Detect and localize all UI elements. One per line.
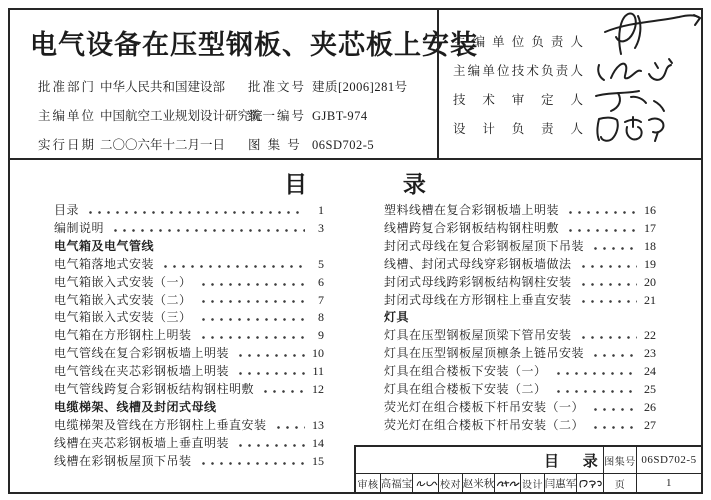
page-label: 页 [603, 473, 636, 492]
toc-leader-dots [236, 369, 305, 379]
toc-leader-dots [566, 225, 637, 235]
toc-column-right [384, 202, 656, 471]
header-section [10, 10, 701, 160]
meta-value: 06SD702-5 [312, 138, 375, 152]
toc-leader-dots [199, 297, 305, 307]
toc-entry-page: 14 [312, 435, 324, 450]
meta-label: 批准文号 [248, 80, 307, 94]
toc-entry-page: 3 [318, 220, 324, 235]
toc-leader-dots [591, 243, 637, 253]
toc-entry [384, 363, 656, 381]
toc-entry-page: 26 [644, 399, 656, 414]
toc-entry-title: 电气箱落地式安装 [54, 256, 155, 271]
approval-info-row [38, 73, 437, 102]
reviewer-signature-cell [412, 473, 438, 492]
handwritten-signature [591, 114, 673, 142]
toc-leader-dots [591, 422, 637, 432]
toc-entry-title: 电气箱及电气管线 [54, 238, 155, 253]
meta-label: 实行日期 [38, 138, 97, 152]
toc-leader-dots [591, 404, 637, 414]
toc-entry-title: 电气管线在夹芯彩钢板墙上明装 [54, 364, 230, 379]
toc-leader-dots [236, 351, 305, 361]
toc-leader-dots [199, 315, 305, 325]
toc-entry-page: 13 [312, 417, 324, 432]
toc-entry-page: 15 [312, 453, 324, 468]
toc-entry-page: 18 [644, 238, 656, 253]
handwritten-signature [591, 85, 671, 113]
reviewer-role-label: 审核 [356, 473, 380, 492]
toc-entry [54, 399, 324, 417]
table-of-contents [10, 160, 701, 492]
toc-entry-title: 塑料线槽在复合彩钢板墙上明装 [384, 203, 560, 217]
meta-label: 图 集 号 [248, 138, 302, 152]
handwritten-signature [578, 475, 603, 492]
title-block [354, 445, 703, 494]
toc-entry [384, 256, 656, 274]
handwritten-signature [496, 475, 520, 492]
toc-entry [54, 417, 324, 435]
toc-entry-page: 9 [318, 328, 324, 343]
role-label: 技术审定人 [453, 92, 583, 107]
toc-entry-page: 19 [644, 256, 656, 271]
toc-entry-title: 电气管线跨复合彩钢板结构钢柱明敷 [54, 382, 255, 397]
handwritten-signature [591, 6, 703, 60]
role-label: 设计负责人 [453, 121, 583, 136]
toc-entry [384, 238, 656, 256]
toc-entry [54, 327, 324, 345]
toc-entry [54, 202, 324, 220]
toc-entry [384, 274, 656, 292]
toc-entry-title: 线槽在彩钢板屋顶下吊装 [54, 453, 192, 468]
toc-entry-page: 22 [644, 328, 656, 343]
toc-entry [54, 363, 324, 381]
toc-leader-dots [161, 261, 305, 271]
toc-leader-dots [261, 387, 305, 397]
toc-entry [384, 220, 656, 238]
toc-entry-title: 电气管线在复合彩钢板墙上明装 [54, 346, 230, 361]
toc-entry-title: 电气箱嵌入式安装（三） [54, 310, 192, 325]
meta-value: 二〇〇六年十二月一日 [100, 138, 226, 152]
toc-entry-title: 电缆梯架、线槽及封闭式母线 [54, 399, 217, 414]
toc-entry-page: 7 [318, 292, 324, 307]
toc-leader-dots [591, 351, 637, 361]
toc-entry-title: 电气箱在方形钢柱上明装 [54, 328, 192, 343]
toc-leader-dots [236, 440, 305, 450]
chief-editor-tech-row [453, 55, 703, 84]
toc-entry [54, 292, 324, 310]
atlas-number-label: 图集号 [603, 447, 636, 473]
designer-signature-cell [576, 473, 603, 492]
toc-entry [384, 202, 656, 220]
toc-entry-title: 灯具在压型钢板屋顶檩条上链吊安装 [384, 346, 585, 361]
toc-entry-title: 线槽在夹芯彩钢板墙上垂直明装 [54, 435, 230, 450]
role-label: 主编单位技术负责人 [453, 63, 583, 78]
toc-entry-title: 电气箱嵌入式安装（二） [54, 292, 192, 307]
toc-entry [54, 381, 324, 399]
atlas-number-value: 06SD702-5 [636, 447, 701, 473]
toc-entry-page: 27 [644, 417, 656, 432]
toc-entry-title: 编制说明 [54, 220, 105, 235]
toc-entry-page: 5 [318, 256, 324, 271]
approval-info [38, 73, 437, 160]
toc-leader-dots [554, 369, 637, 379]
toc-leader-dots [579, 333, 637, 343]
toc-entry [384, 381, 656, 399]
design-director-row [453, 113, 703, 142]
toc-entry [54, 238, 324, 256]
toc-entry-title: 灯具在组合楼板下安装（一） [384, 364, 547, 379]
toc-entry-title: 灯具在组合楼板下安装（二） [384, 382, 547, 397]
toc-leader-dots [111, 225, 305, 235]
toc-leader-dots [199, 458, 305, 468]
toc-entry-title: 目录 [54, 203, 80, 217]
meta-label: 主编单位 [38, 109, 97, 123]
meta-value: GJBT-974 [312, 109, 368, 123]
toc-entry-page: 21 [644, 292, 656, 307]
toc-entry-page: 11 [312, 364, 324, 379]
toc-columns [10, 202, 701, 471]
toc-entry-title: 荧光灯在组合楼板下杆吊安装（二） [384, 417, 585, 432]
toc-entry [384, 345, 656, 363]
page-title: 电气设备在压型钢板、夹芯板上安装 [30, 30, 478, 60]
toc-leader-dots [566, 207, 637, 217]
technical-examiner-row [453, 84, 703, 113]
toc-entry [54, 453, 324, 471]
proofreader-role-label: 校对 [438, 473, 462, 492]
reviewer-name: 高福宝 [380, 473, 412, 492]
handwritten-signature [414, 475, 438, 492]
toc-entry [54, 220, 324, 238]
toc-entry-title: 电缆梯架及管线在方形钢柱上垂直安装 [54, 417, 267, 432]
meta-value: 中华人民共和国建设部 [100, 80, 226, 94]
toc-entry-page: 16 [644, 203, 656, 217]
designer-name: 闫惠军 [544, 473, 576, 492]
toc-heading: 目 录 [284, 172, 427, 197]
toc-column-left [54, 202, 324, 471]
proofreader-signature-cell [494, 473, 520, 492]
toc-entry-page: 6 [318, 274, 324, 289]
toc-entry [54, 345, 324, 363]
toc-entry-title: 封闭式母线跨彩钢板结构钢柱安装 [384, 274, 572, 289]
meta-label: 统一编号 [248, 109, 307, 123]
approval-info-row [38, 131, 437, 160]
toc-entry-page: 8 [318, 310, 324, 325]
toc-leader-dots [199, 279, 305, 289]
toc-entry [384, 417, 656, 435]
toc-leader-dots [579, 279, 637, 289]
toc-entry [384, 309, 656, 327]
toc-entry [384, 399, 656, 417]
toc-entry [54, 274, 324, 292]
designer-role-label: 设计 [520, 473, 544, 492]
meta-value: 中国航空工业规划设计研究院 [100, 109, 263, 123]
meta-value: 建质[2006]281号 [312, 80, 408, 94]
toc-entry-title: 封闭式母线在复合彩钢板屋顶下吊装 [384, 238, 585, 253]
toc-entry-page: 17 [644, 220, 656, 235]
toc-entry-page: 24 [644, 364, 656, 379]
proofreader-name: 赵米秋 [462, 473, 494, 492]
toc-entry-title: 灯具 [384, 310, 410, 325]
toc-leader-dots [579, 261, 637, 271]
toc-entry-title: 荧光灯在组合楼板下杆吊安装（一） [384, 399, 585, 414]
page-border-frame [8, 8, 703, 494]
page-number: 1 [636, 473, 701, 492]
toc-entry-title: 线槽跨复合彩钢板结构钢柱明敷 [384, 220, 560, 235]
toc-entry [54, 435, 324, 453]
chief-editor-director-row [453, 26, 703, 55]
toc-entry-title: 灯具在压型钢板屋顶梁下管吊安装 [384, 328, 572, 343]
approval-info-row [38, 102, 437, 131]
toc-leader-dots [86, 207, 305, 217]
toc-entry-title: 封闭式母线在方形钢柱上垂直安装 [384, 292, 572, 307]
toc-entry-page: 20 [644, 274, 656, 289]
toc-entry-page: 12 [312, 382, 324, 397]
toc-entry [384, 292, 656, 310]
toc-entry [54, 256, 324, 274]
toc-leader-dots [199, 333, 305, 343]
handwritten-signature [591, 55, 683, 85]
toc-entry-title: 电气箱嵌入式安装（一） [54, 274, 192, 289]
title-block-heading: 目 录 [544, 453, 598, 470]
role-label: 主编单位负责人 [453, 34, 583, 49]
toc-entry-page: 25 [644, 382, 656, 397]
toc-entry [54, 309, 324, 327]
toc-entry-page: 10 [312, 346, 324, 361]
toc-leader-dots [579, 297, 637, 307]
responsible-persons-panel [437, 10, 709, 158]
toc-entry-page: 23 [644, 346, 656, 361]
toc-leader-dots [554, 387, 637, 397]
header-title-area [10, 10, 478, 158]
toc-entry [384, 327, 656, 345]
toc-leader-dots [274, 422, 305, 432]
meta-label: 批准部门 [38, 80, 97, 94]
toc-entry-page: 1 [318, 203, 324, 217]
toc-entry-title: 线槽、封闭式母线穿彩钢板墙做法 [384, 256, 572, 271]
